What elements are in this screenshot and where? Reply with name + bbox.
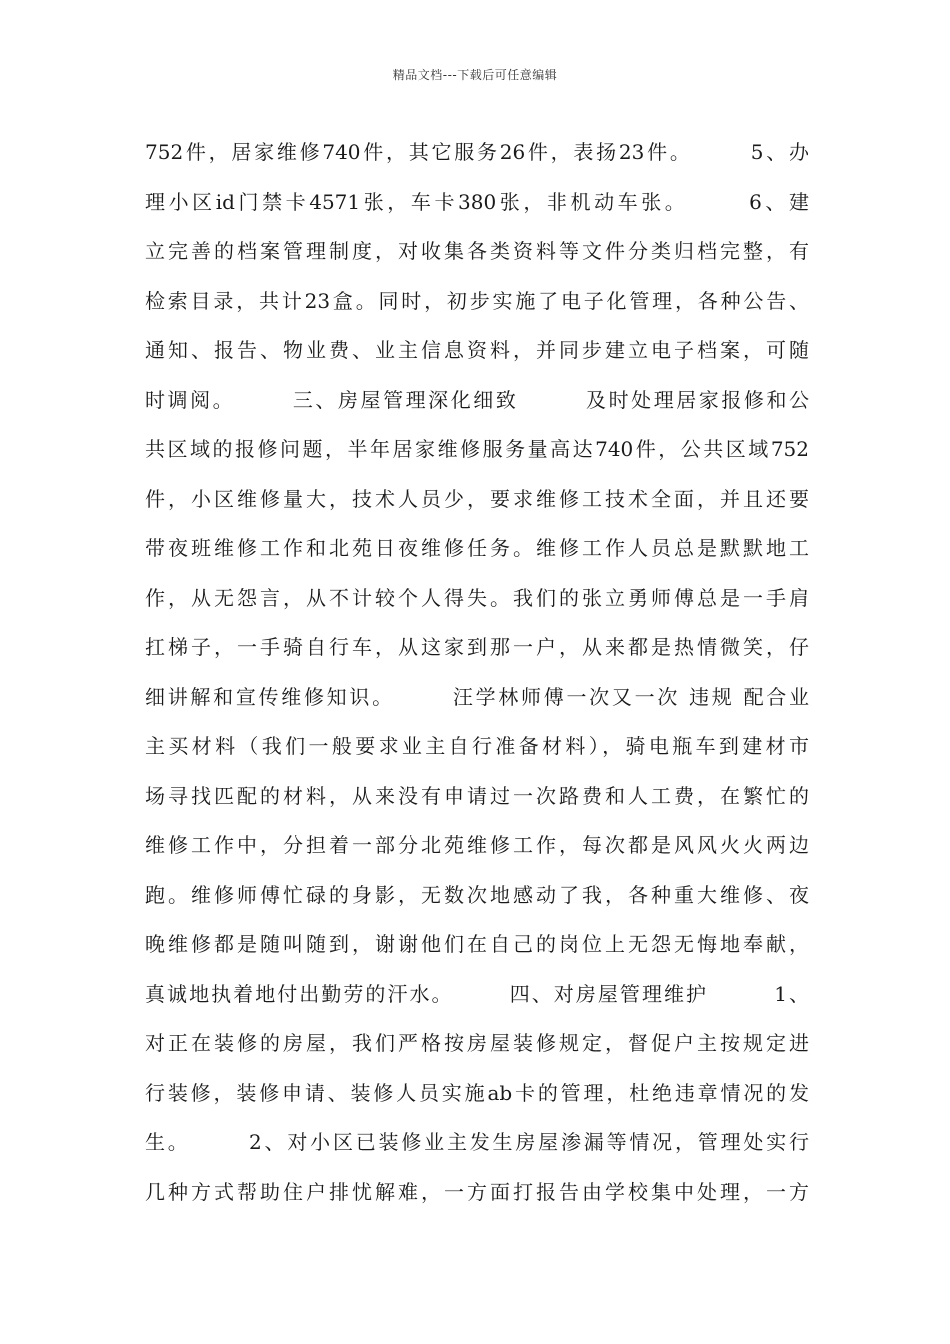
text-line: 检索目录，共计23盒。同时，初步实施了电子化管理，各种公告、 (145, 288, 809, 313)
text-line: 对正在装修的房屋，我们严格按房屋装修规定，督促户主按规定进 (145, 1031, 809, 1055)
text-line: 作，从无怨言，从不计较个人得失。我们的张立勇师傅总是一手肩 (145, 585, 809, 610)
text-line: 细讲解和宣传维修知识。 汪学林师傅一次又一次 违规 配合业 (145, 684, 809, 709)
text-line: 扛梯子，一手骑自行车，从这家到那一户，从来都是热情微笑，仔 (145, 635, 809, 659)
text-line: 跑。维修师傅忙碌的身影，无数次地感动了我，各种重大维修、夜 (145, 882, 809, 907)
text-line: 时调阅。 三、房屋管理深化细致 及时处理居家报修和公 (145, 387, 809, 412)
text-line: 件，小区维修量大，技术人员少，要求维修工技术全面，并且还要 (145, 486, 809, 511)
text-line: 共区域的报修问题，半年居家维修服务量高达740件，公共区域752 (145, 437, 809, 461)
text-line: 主买材料（我们一般要求业主自行准备材料），骑电瓶车到建材市 (145, 734, 809, 758)
page-header: 精品文档---下载后可任意编辑 (392, 68, 558, 82)
text-line: 立完善的档案管理制度，对收集各类资料等文件分类归档完整，有 (145, 239, 809, 263)
text-line: 行装修，装修申请、装修人员实施ab卡的管理，杜绝违章情况的发 (145, 1080, 809, 1105)
text-line: 晚维修都是随叫随到，谢谢他们在自己的岗位上无怨无悔地奉献， (145, 932, 809, 956)
text-line: 几种方式帮助住户排忧解难，一方面打报告由学校集中处理，一方 (145, 1179, 809, 1204)
text-line: 752件，居家维修740件，其它服务26件，表扬23件。 5、办 (145, 140, 809, 164)
text-line: 生。 2、对小区已装修业主发生房屋渗漏等情况，管理处实行 (145, 1130, 809, 1154)
text-line: 维修工作中，分担着一部分北苑维修工作，每次都是风风火火两边 (145, 833, 809, 857)
text-line: 场寻找匹配的材料，从来没有申请过一次路费和人工费，在繁忙的 (145, 783, 809, 808)
text-line: 通知、报告、物业费、业主信息资料，并同步建立电子档案，可随 (145, 338, 809, 362)
text-line: 理小区id门禁卡4571张，车卡380张，非机动车张。 6、建 (145, 189, 809, 214)
document-body (145, 132, 809, 1221)
text-line: 真诚地执着地付出勤劳的汗水。 四、对房屋管理维护 1、 (145, 981, 809, 1006)
text-line: 带夜班维修工作和北苑日夜维修任务。维修工作人员总是默默地工 (145, 536, 809, 560)
